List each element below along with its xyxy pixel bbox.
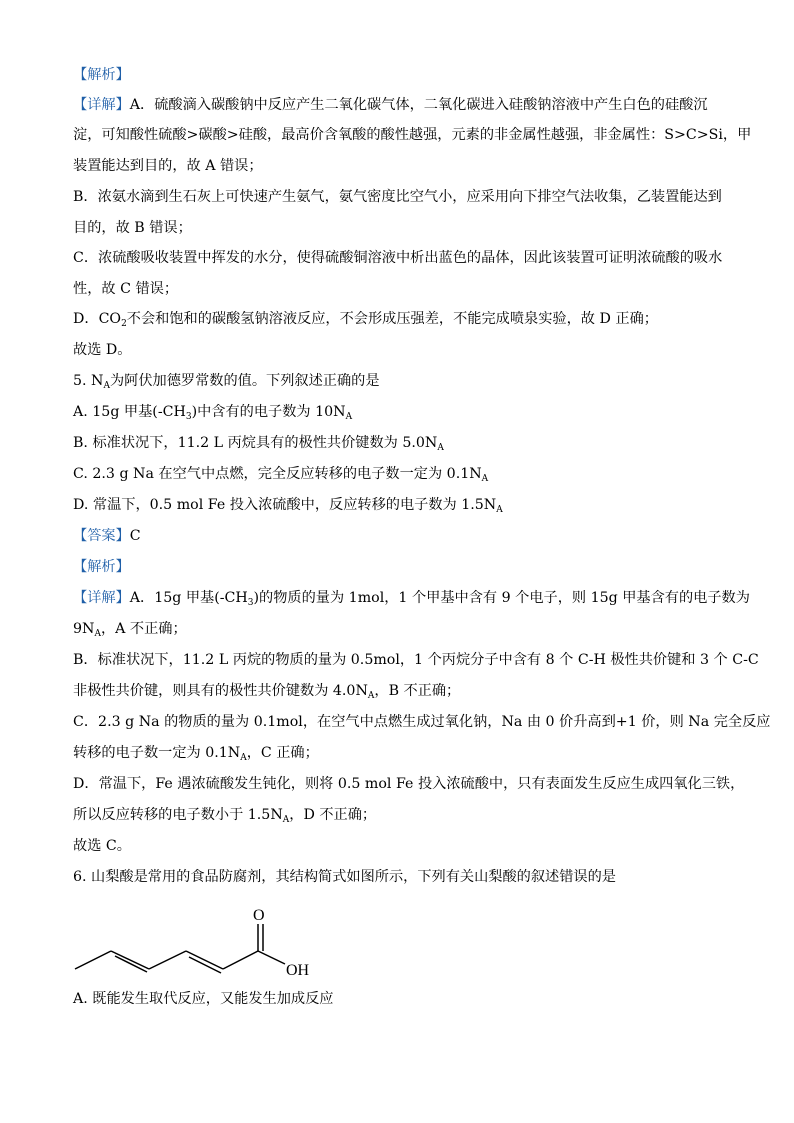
explanation-line: B．标准状况下，11.2 L 丙烷的物质的量为 0.5mol，1 个丙烷分子中含有 8 个 C-H 极性共价键和 3 个 C-C bbox=[73, 652, 759, 668]
q5-option-d: D. 常温下，0.5 mol Fe 投入浓硫酸中，反应转移的电子数为 $1.5N_A$ bbox=[73, 497, 503, 515]
answer-line bbox=[73, 527, 141, 545]
carbonyl-oxygen-label: O bbox=[253, 907, 265, 924]
hydroxyl-label: OH bbox=[286, 962, 310, 977]
detail-tag: 【详解】 bbox=[73, 590, 130, 606]
explanation-line: B．浓氨水滴到生石灰上可快速产生氨气，氨气密度比空气小，应采用向下排空气法收集，乙装置能达到 bbox=[73, 189, 722, 205]
explanation-line: C．浓硫酸吸收装置中挥发的水分，使得硫酸铜溶液中析出蓝色的晶体，因此该装置可证明浓硫酸的吸水 bbox=[73, 250, 723, 266]
explanation-line: 转移的电子数一定为 $0.1N_A$，C 正确； bbox=[73, 745, 319, 763]
answer-tag: 【答案】 bbox=[73, 528, 130, 544]
explanation-line: D．常温下，Fe 遇浓硫酸发生钝化，则将 0.5 mol Fe 投入浓硫酸中，只有表面发生反应生成四氧化三铁， bbox=[73, 776, 745, 792]
explanation-line: 目的，故 B 错误； bbox=[73, 220, 192, 236]
answer-value: C bbox=[129, 528, 141, 544]
explanation-line: C．2.3 g Na 的物质的量为 0.1mol，在空气中点燃生成过氧化钠，Na 由 0 价升高到+1 价，则 Na 完全反应 bbox=[73, 714, 771, 730]
explanation-line: D．$CO_2$不会和饱和的碳酸氢钠溶液反应，不会形成压强差，不能完成喷泉实验，故 D 正确； bbox=[73, 311, 658, 329]
explanation-line: 【详解】A．15g 甲基$(-CH_3)$的物质的量为 1mol，1 个甲基中含有 9 个电子，则 15g 甲基含有的电子数为 bbox=[73, 590, 750, 608]
explanation-line: $9N_A$，A 不正确； bbox=[73, 621, 187, 639]
explanation-line: 【详解】A．硫酸滴入碳酸钠中反应产生二氧化碳气体，二氧化碳进入硅酸钠溶液中产生白色的硅酸沉 bbox=[73, 97, 708, 113]
q5-option-a: A. 15g 甲基$(-CH_3)$中含有的电子数为 $10N_A$ bbox=[73, 404, 353, 422]
explanation-line: 所以反应转移的电子数小于 $1.5N_A$，D 不正确； bbox=[73, 807, 377, 825]
analysis-heading-1: 【解析】 bbox=[73, 67, 130, 83]
explanation-line: 非极性共价键，则具有的极性共价键数为 $4.0N_A$，B 不正确； bbox=[73, 683, 461, 701]
explanation-line: 装置能达到目的，故 A 错误； bbox=[73, 158, 263, 174]
q6-option-a: A. 既能发生取代反应，又能发生加成反应 bbox=[73, 991, 334, 1007]
sorbic-acid-structure bbox=[73, 902, 333, 977]
question-5-stem: 5. $N_A$为阿伏加德罗常数的值。下列叙述正确的是 bbox=[73, 373, 380, 391]
explanation-line: 性，故 C 错误； bbox=[73, 281, 179, 297]
q5-option-b: B. 标准状况下，11.2 L 丙烷具有的极性共价键数为 $5.0N_A$ bbox=[73, 435, 444, 453]
explanation-line: 淀，可知酸性硫酸>碳酸>硅酸，最高价含氧酸的酸性越强，元素的非金属性越强，非金属性：S>C>Si，甲 bbox=[73, 127, 752, 143]
question-6-stem: 6. 山梨酸是常用的食品防腐剂，其结构简式如图所示，下列有关山梨酸的叙述错误的是 bbox=[73, 869, 616, 885]
analysis-heading-2: 【解析】 bbox=[73, 559, 130, 575]
conclusion-line: 故选 C。 bbox=[73, 838, 131, 854]
skeleton-bonds bbox=[75, 924, 285, 973]
conclusion-line: 故选 D。 bbox=[73, 342, 132, 358]
detail-tag: 【详解】 bbox=[73, 97, 130, 113]
q5-option-c: C. 2.3 g Na 在空气中点燃，完全反应转移的电子数一定为 $0.1N_A$ bbox=[73, 466, 489, 484]
